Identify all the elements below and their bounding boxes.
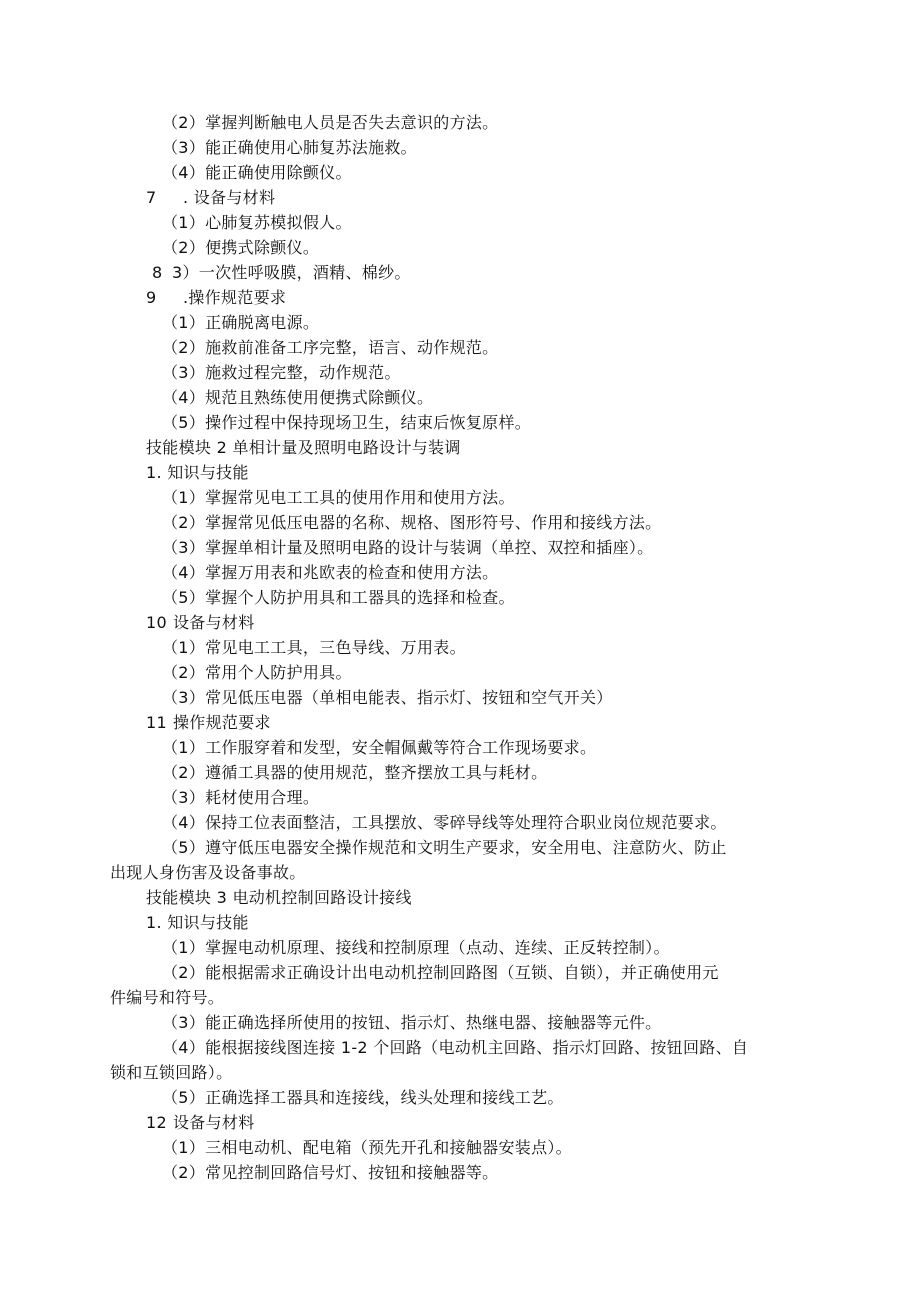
text-line: （2）掌握判断触电人员是否失去意识的方法。 [162,113,499,132]
section-heading [152,261,411,285]
section-title: 操作规范要求 [173,713,271,732]
text-line: （3）耗材使用合理。 [162,788,320,807]
text-line: （1）工作服穿着和发型，安全帽佩戴等符合工作现场要求。 [162,738,597,757]
subsection-title: 1. 知识与技能 [146,913,249,932]
text-line: （4）保持工位表面整洁，工具摆放、零碎导线等处理符合职业岗位规范要求。 [162,813,727,832]
text-line: （4）能根据接线图连接 1-2 个回路（电动机主回路、指示灯回路、按钮回路、自 [162,1038,749,1057]
text-line: （1）掌握电动机原理、接线和控制原理（点动、连续、正反转控制）。 [162,938,670,957]
text-line: （2）常见控制回路信号灯、按钮和接触器等。 [162,1163,499,1182]
subsection-title: 1. 知识与技能 [146,463,249,482]
section-heading [146,286,286,310]
text-line: 出现人身伤害及设备事故。 [110,863,306,882]
section-number: 7 [146,188,157,207]
text-line: （4）能正确使用除颤仪。 [162,163,352,182]
section-number: 9 [146,288,157,307]
text-line: （5）操作过程中保持现场卫生，结束后恢复原样。 [162,413,532,432]
section-heading [146,711,271,735]
text-line: （2）施救前准备工序完整，语言、动作规范。 [162,338,499,357]
module-title: 技能模块 3 电动机控制回路设计接线 [146,888,412,907]
text-line: （4）规范且熟练使用便携式除颤仪。 [162,388,434,407]
text-line: （1）正确脱离电源。 [162,313,320,332]
section-heading [146,611,255,635]
text-line: （2）便携式除颤仪。 [162,238,320,257]
section-title: 设备与材料 [173,1113,255,1132]
text-line: 件编号和符号。 [110,988,225,1007]
section-title: 3）一次性呼吸膜，酒精、棉纱。 [172,263,411,282]
text-line: （3）能正确使用心肺复苏法施救。 [162,138,417,157]
text-line: （4）掌握万用表和兆欧表的检查和使用方法。 [162,563,499,582]
text-line: （3）常见低压电器（单相电能表、指示灯、按钮和空气开关） [162,688,613,707]
text-line: （1）掌握常见电工工具的使用作用和使用方法。 [162,488,515,507]
text-line: （3）能正确选择所使用的按钮、指示灯、热继电器、接触器等元件。 [162,1013,662,1032]
module-title: 技能模块 2 单相计量及照明电路设计与装调 [146,438,461,457]
text-line: （5）掌握个人防护用具和工器具的选择和检查。 [162,588,515,607]
text-line: （2）常用个人防护用具。 [162,663,352,682]
text-line: （5）正确选择工器具和连接线，线头处理和接线工艺。 [162,1088,564,1107]
section-number: 10 [146,613,167,632]
section-number: 12 [146,1113,167,1132]
text-line: （1）心肺复苏模拟假人。 [162,213,352,232]
text-line: （3）掌握单相计量及照明电路的设计与装调（单控、双控和插座）。 [162,538,654,557]
section-title: . 设备与材料 [183,188,276,207]
section-title: .操作规范要求 [183,288,287,307]
text-line: （1）常见电工工具，三色导线、万用表。 [162,638,466,657]
text-line: （1）三相电动机、配电箱（预先开孔和接触器安装点）。 [162,1138,572,1157]
text-line: （2）遵循工具器的使用规范，整齐摆放工具与耗材。 [162,763,548,782]
text-line: （5）遵守低压电器安全操作规范和文明生产要求，安全用电、注意防火、防止 [162,838,727,857]
section-number: 8 [152,263,163,282]
section-heading [146,186,275,210]
section-number: 11 [146,713,167,732]
text-line: （2）能根据需求正确设计出电动机控制回路图（互锁、自锁），并正确使用元 [162,963,719,982]
text-line: （3）施救过程完整，动作规范。 [162,363,401,382]
section-heading [146,1111,255,1135]
section-title: 设备与材料 [173,613,255,632]
text-line: （2）掌握常见低压电器的名称、规格、图形符号、作用和接线方法。 [162,513,662,532]
text-line: 锁和互锁回路）。 [110,1063,233,1082]
